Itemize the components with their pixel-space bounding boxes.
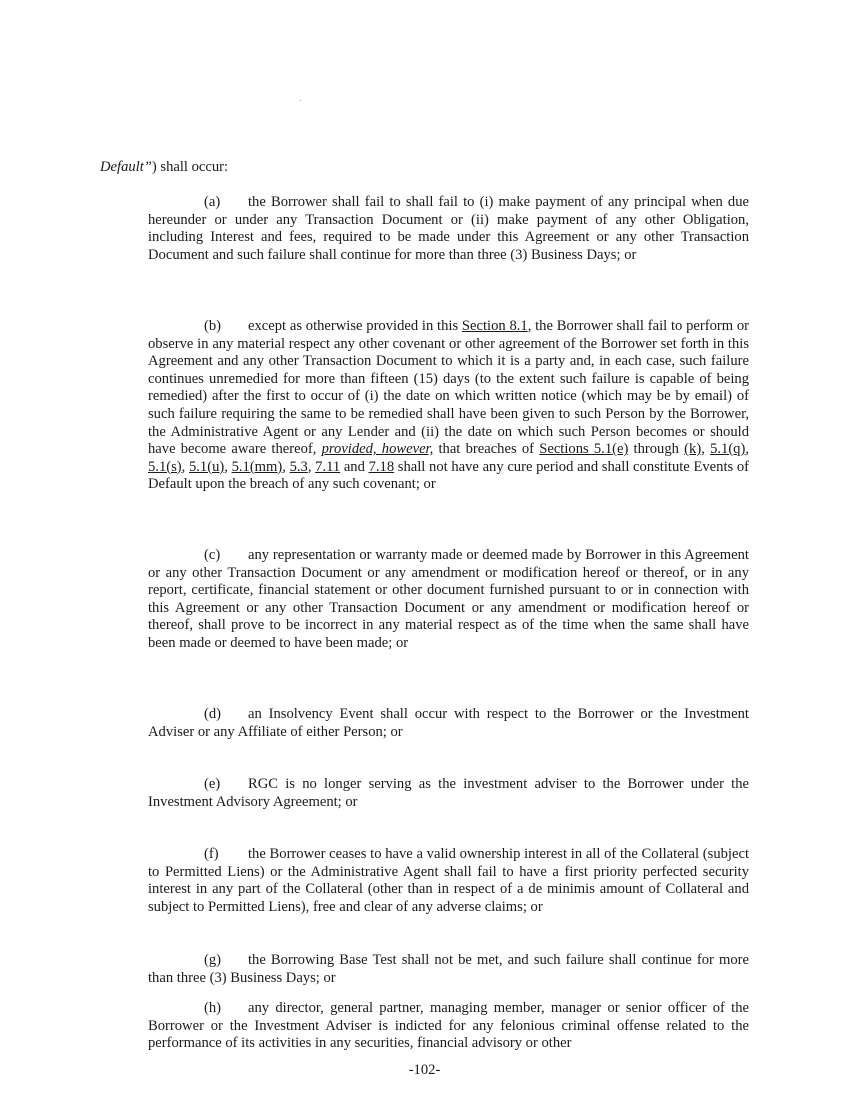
clause-b: [148, 318, 749, 494]
clause-d-number: (d): [204, 706, 222, 722]
section-7-18-ref[interactable]: 7.18: [368, 458, 395, 475]
sep-3: ,: [181, 458, 189, 475]
clause-b-text-2: , the Borrower shall fail to perform or observe in any material respect any other covenant or other agreement of the Borrower set forth in this Agreement and any other Transaction Document to which it is a party and, in each case, such failure continues unremedied for more than fifteen (15) days (to the extent such failure is capable of being remedied) after the first to occur of (i) the date on which written notice (which may be by email) of such failure requiring the same to be remedied shall have been given to such Person by the Borrower, the Administrative Agent or any Lender and (ii) the date on which such Person becomes or should have become aware thereof,: [148, 318, 749, 458]
clause-d: [148, 706, 749, 741]
section-8-1-ref[interactable]: Section 8.1: [461, 318, 528, 334]
scan-speck: [300, 100, 301, 101]
clause-e-text: RGC is no longer serving as the investment adviser to the Borrower under the Investment Advisory Agreement; or: [148, 776, 749, 810]
clause-e: [148, 776, 749, 811]
clause-g-text: the Borrowing Base Test shall not be met, and such failure shall continue for more than three (3) Business Days; or: [148, 952, 749, 986]
sep-5: ,: [282, 458, 290, 475]
section-5-1-s-ref[interactable]: 5.1(s): [148, 458, 182, 475]
sep-6: ,: [307, 458, 316, 475]
section-5-1-mm-ref[interactable]: 5.1(mm): [231, 458, 283, 475]
clause-d-text: an Insolvency Event shall occur with respect to the Borrower or the Investment Adviser or any Affiliate of either Person; or: [148, 706, 749, 740]
clause-f: [148, 846, 749, 916]
section-5-1-q-ref[interactable]: 5.1(q): [710, 441, 746, 458]
lead-defined-term: Default”: [100, 159, 152, 175]
lead-line: [100, 159, 228, 177]
clause-h-text: any director, general partner, managing member, manager or senior officer of the Borrower or the Investment Adviser is indicted for any felonious criminal offense related to the performance of its activities in any securities, financial advisory or other: [148, 1000, 749, 1052]
clause-c-number: (c): [204, 547, 221, 563]
lead-text: ) shall occur:: [151, 159, 229, 175]
clause-b-text-3: that breaches of: [433, 441, 540, 458]
section-5-1-e-ref[interactable]: Sections 5.1(e): [539, 441, 629, 458]
page-number: -102-: [408, 1062, 441, 1078]
clause-c-text: any representation or warranty made or deemed made by Borrower in this Agreement or any other Transaction Document or any amendment or modification hereof or thereof, or in any report, certificate, financial statement or other document furnished pursuant to or in connection with this Agreement or any other Transaction Document or any amendment or modification hereof or thereof, shall prove to be incorrect in any material respect as of the time when the same shall have been made or deemed to have been made; or: [148, 547, 749, 651]
clause-b-number: (b): [204, 318, 222, 334]
sep-and: and: [340, 458, 369, 475]
clause-a: [148, 194, 749, 264]
section-7-11-ref[interactable]: 7.11: [315, 458, 341, 475]
clause-b-text-1: except as otherwise provided in this: [248, 318, 462, 334]
proviso-phrase: provided, however,: [321, 441, 434, 458]
sep-4: ,: [224, 458, 232, 475]
clause-b-text-5: shall not have any cure period and shall constitute Events of Default upon the breach of any such covenant; or: [148, 458, 750, 493]
clause-a-text: the Borrower shall fail to shall fail to (i) make payment of any principal when due hereunder or under any Transaction Document or (ii) make payment of any other Obligation, including Interest and fees, required to be made under this Agreement or any other Transaction Document and such failure shall continue for more than three (3) Business Days; or: [148, 194, 749, 263]
clause-e-number: (e): [204, 776, 221, 792]
clause-h: [148, 1000, 749, 1053]
clause-h-number: (h): [204, 1000, 222, 1016]
clause-f-text: the Borrower ceases to have a valid ownership interest in all of the Collateral (subject to Permitted Liens) or the Administrative Agent shall fail to have a first priority perfected security interest in any part of the Collateral (other than in respect of a de minimis amount of Collateral and subject to Permitted Liens), free and clear of any adverse claims; or: [148, 846, 749, 915]
clause-b-text-4: through: [628, 441, 685, 458]
section-k-ref[interactable]: (k): [684, 441, 702, 458]
clause-f-number: (f): [204, 846, 219, 862]
sep-2: ,: [745, 441, 749, 458]
clause-g-number: (g): [204, 952, 222, 968]
clause-g: [148, 952, 749, 987]
sep-1: ,: [701, 441, 711, 458]
section-5-1-u-ref[interactable]: 5.1(u): [188, 458, 225, 475]
section-5-3-ref[interactable]: 5.3: [289, 458, 308, 475]
clause-a-number: (a): [204, 194, 221, 210]
clause-c: [148, 547, 749, 653]
